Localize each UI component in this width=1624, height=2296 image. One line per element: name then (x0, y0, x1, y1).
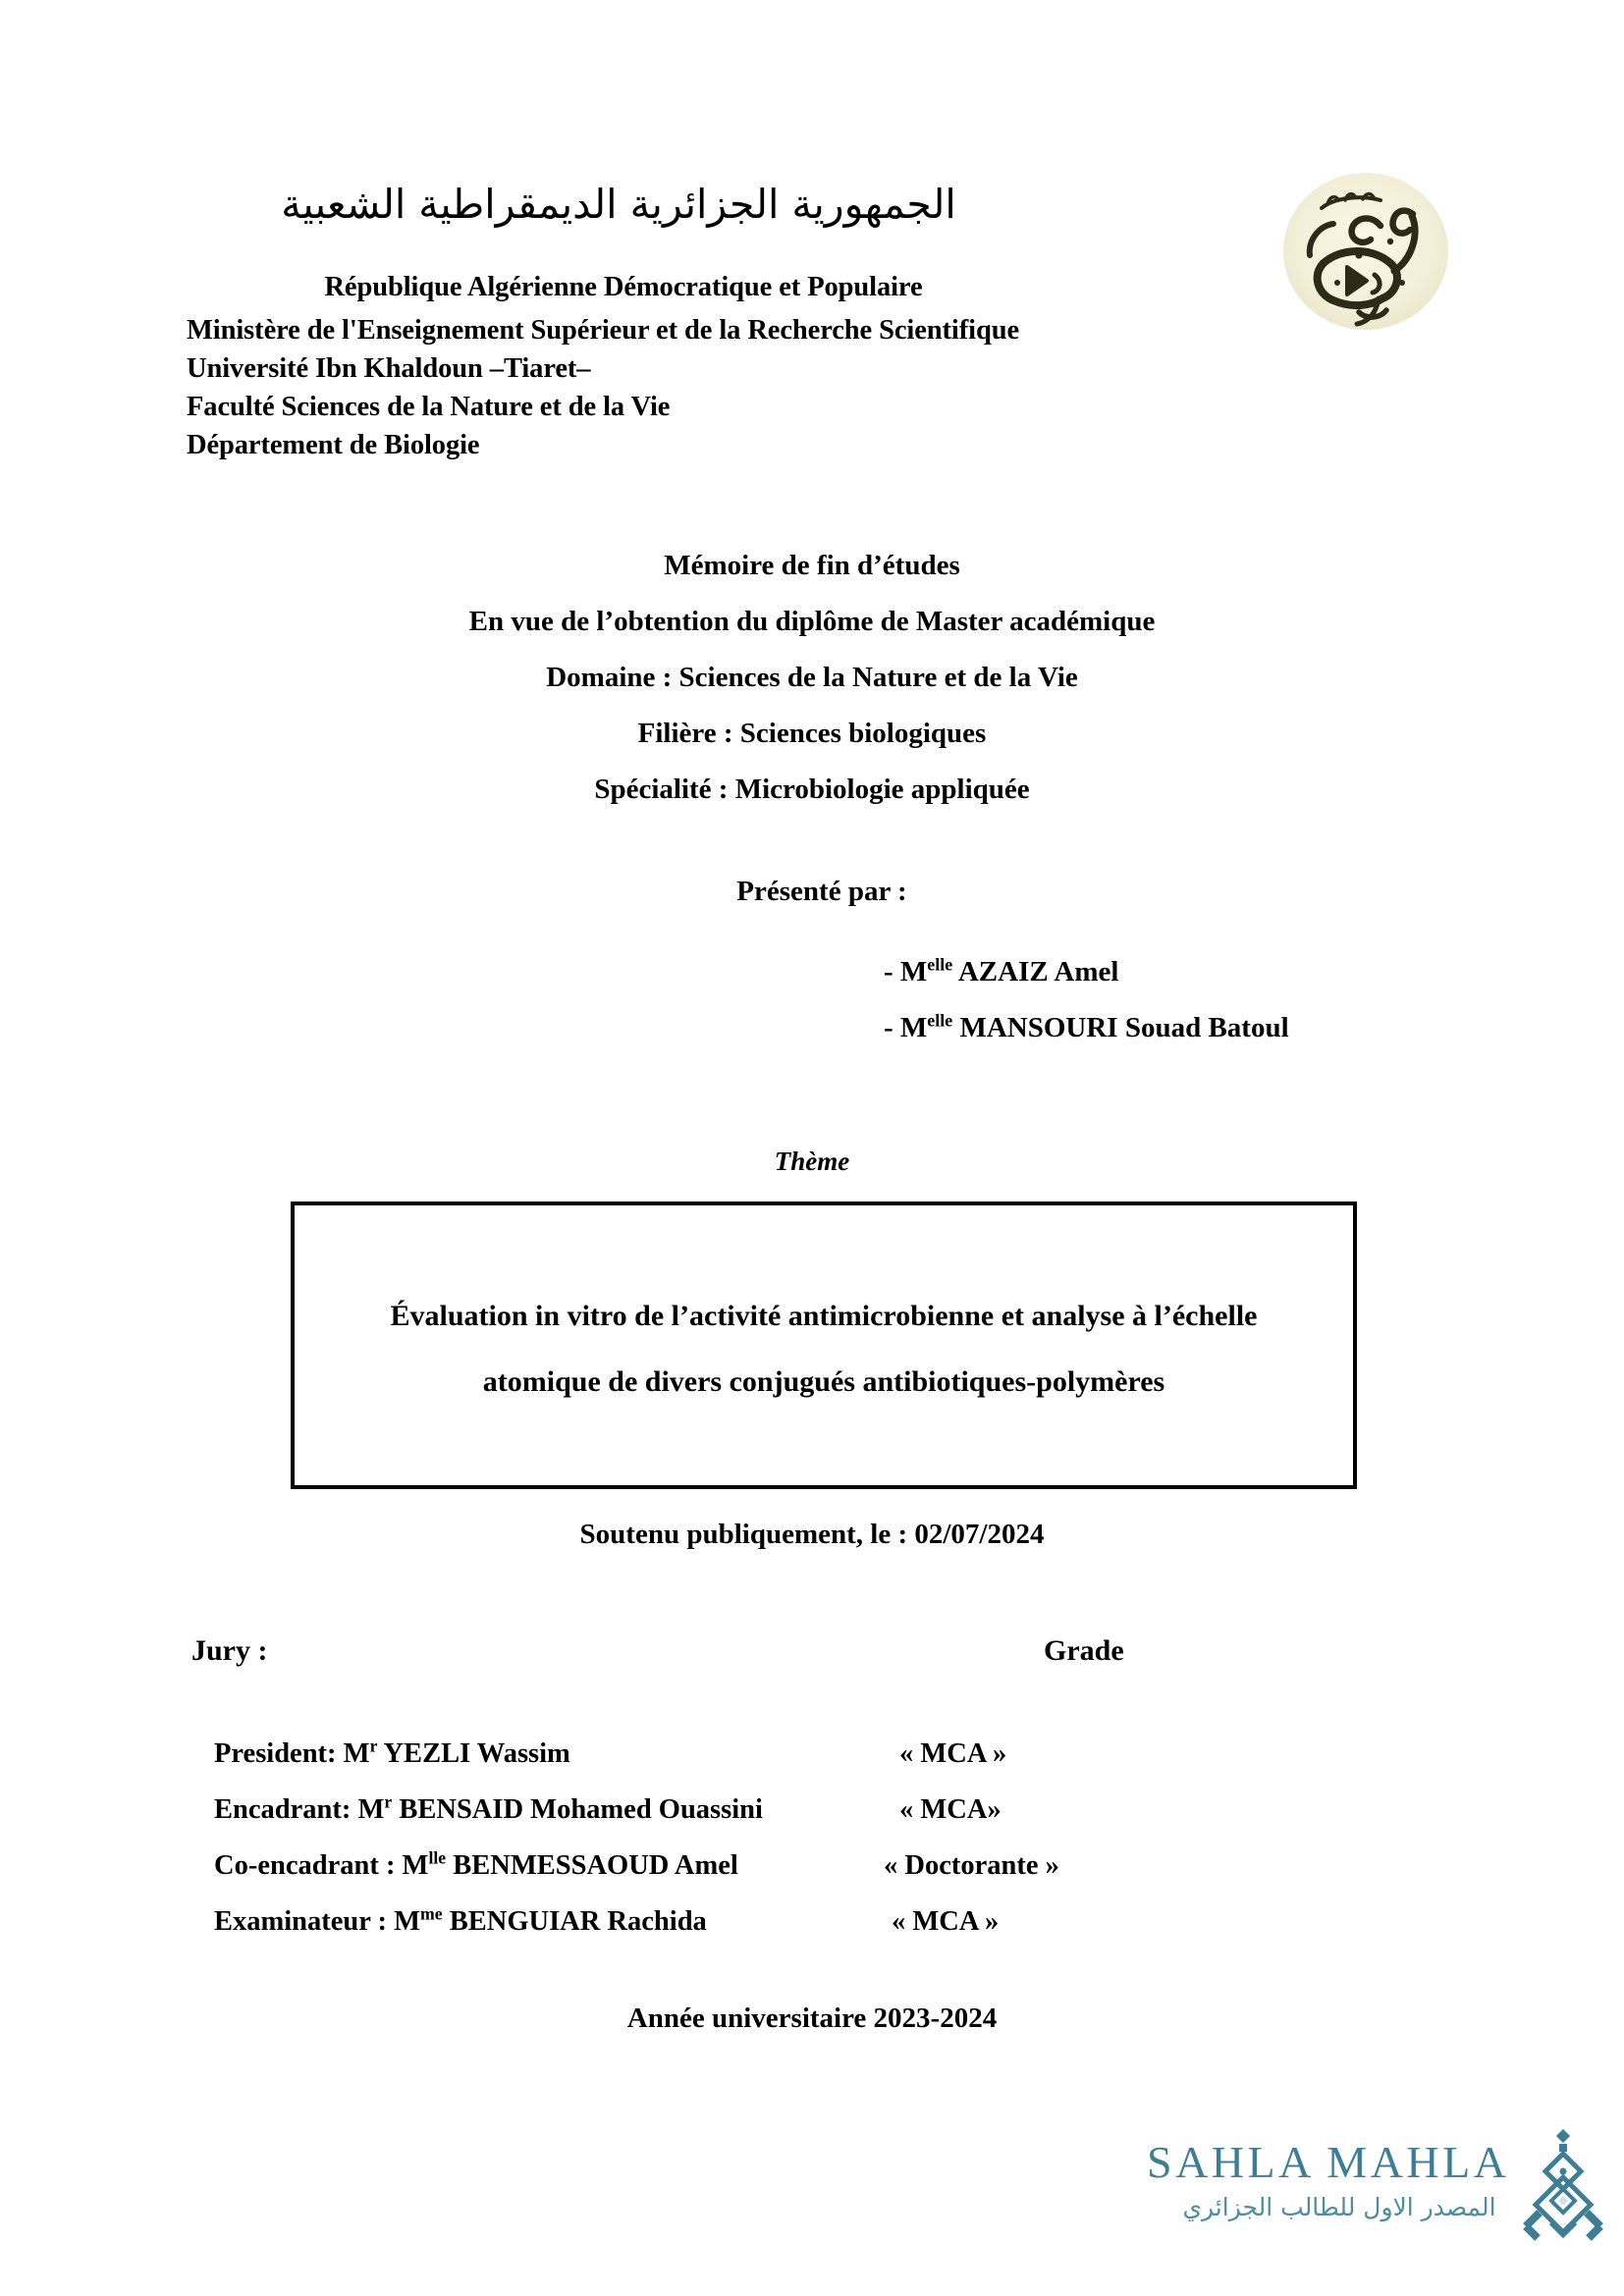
student-1-prefix: - M (884, 956, 928, 988)
jury-member-2-title-suffix: r (384, 1791, 393, 1812)
watermark-brand-text: SAHLA MAHLA (1147, 2137, 1510, 2187)
table-row (214, 1838, 1392, 1894)
student-list (884, 944, 1289, 1056)
diploma-line-specialite: Spécialité : Microbiologie appliquée (594, 774, 1030, 805)
jury-member-4-title-suffix: me (420, 1903, 443, 1924)
theme-label: Thème (774, 1147, 850, 1176)
academic-year-line: Année universitaire 2023-2024 (626, 2002, 998, 2034)
diploma-line-domaine: Domaine : Sciences de la Nature et de la Vie (546, 662, 1078, 693)
student-2-name: MANSOURI Souad Batoul (952, 1012, 1289, 1043)
jury-member-4-name: BENGUIAR Rachida (442, 1906, 707, 1937)
jury-member-3-role (214, 1838, 738, 1894)
jury-member-1-role-text: President: M (214, 1738, 370, 1769)
sahla-mahla-watermark (1147, 2128, 1608, 2256)
student-entry-1 (884, 944, 1289, 1000)
jury-member-1-role (214, 1726, 570, 1782)
jury-member-1-name: YEZLI Wassim (377, 1738, 570, 1769)
jury-member-1-grade: « MCA » (899, 1738, 1007, 1769)
jury-member-3-role-text: Co-encadrant : M (214, 1850, 429, 1881)
jury-member-3-title-suffix: lle (428, 1847, 447, 1868)
diploma-line-obtention: En vue de l’obtention du diplôme de Master académique (468, 606, 1156, 637)
diploma-line-filiere: Filière : Sciences biologiques (637, 718, 987, 749)
institution-line-department: Département de Biologie (187, 430, 480, 460)
student-1-name: AZAIZ Amel (952, 956, 1119, 988)
republic-line: République Algérienne Démocratique et Populaire (324, 272, 923, 302)
student-entry-2 (884, 1000, 1289, 1056)
presented-by-label: Présenté par : (736, 876, 907, 907)
institution-line-faculty: Faculté Sciences de la Nature et de la Vie (187, 392, 671, 422)
jury-member-4-role (214, 1894, 707, 1949)
jury-member-2-role-text: Encadrant: M (214, 1794, 385, 1825)
institution-lines (187, 311, 1019, 464)
jury-label: Jury : (191, 1634, 268, 1667)
table-row (214, 1894, 1392, 1949)
amazigh-diamond-emblem-icon (1518, 2128, 1608, 2248)
student-2-prefix: - M (884, 1012, 928, 1043)
jury-grade-column-label: Grade (1044, 1634, 1124, 1667)
jury-member-4-grade: « MCA » (892, 1906, 1000, 1937)
header-zone (0, 0, 1624, 491)
university-seal-logo (1265, 165, 1471, 342)
table-row (214, 1782, 1392, 1838)
table-row (214, 1726, 1392, 1782)
defense-date-line: Soutenu publiquement, le : 02/07/2024 (579, 1519, 1045, 1550)
theme-title-box (291, 1201, 1357, 1489)
jury-header-row (191, 1634, 1350, 1668)
diploma-line-memoire: Mémoire de fin d’études (664, 550, 960, 581)
institution-line-ministry: Ministère de l'Enseignement Supérieur et de la Recherche Scientifique (187, 315, 1020, 346)
student-2-title-suffix: elle (927, 1010, 953, 1031)
jury-member-3-name: BENMESSAOUD Amel (446, 1850, 738, 1881)
jury-table (214, 1726, 1392, 1949)
arabic-republic-title: الجمهورية الجزائرية الديمقراطية الشعبية (281, 181, 956, 228)
jury-member-2-role (214, 1782, 763, 1838)
jury-member-1-title-suffix: r (369, 1735, 378, 1756)
diploma-info-block (0, 538, 1624, 818)
theme-title: Évaluation in vitro de l’activité antimicrobienne et analyse à l’échelle atomique de divers conjugués antibiotiques-polymères (390, 1299, 1258, 1398)
jury-member-2-grade: « MCA» (899, 1794, 1001, 1825)
jury-member-3-grade: « Doctorante » (884, 1850, 1059, 1881)
watermark-arabic-tagline: المصدر الاول للطالب الجزائري (1182, 2193, 1496, 2221)
jury-member-2-name: BENSAID Mohamed Ouassini (392, 1794, 763, 1825)
jury-member-4-role-text: Examinateur : M (214, 1906, 421, 1937)
student-1-title-suffix: elle (927, 954, 953, 975)
institution-line-university: Université Ibn Khaldoun –Tiaret– (187, 353, 591, 384)
